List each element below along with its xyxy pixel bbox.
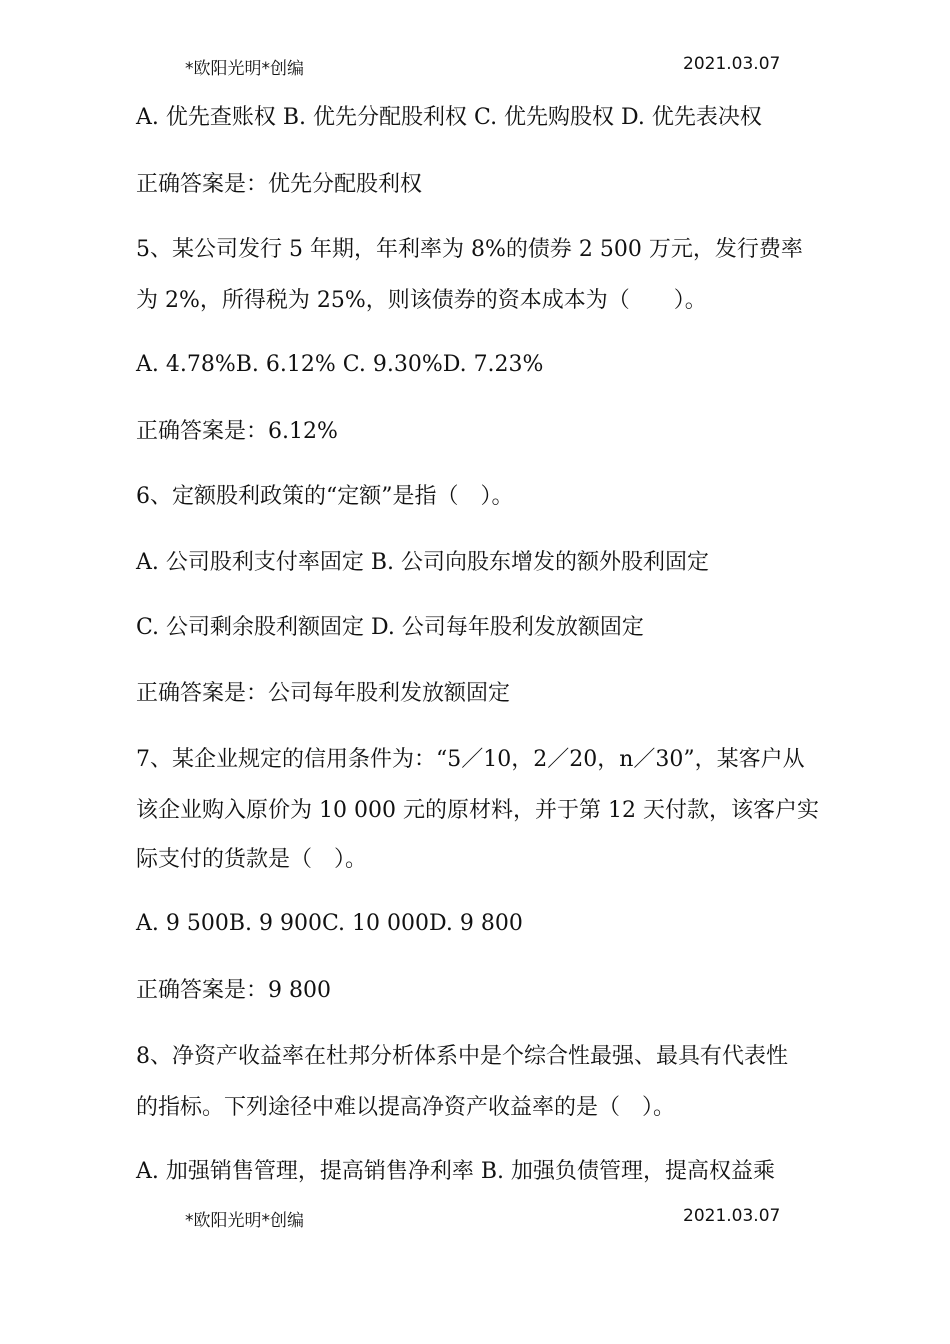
q4-options: A. 优先查账权 B. 优先分配股利权 C. 优先购股权 D. 优先表决权: [136, 105, 762, 130]
footer-date: 2021.03.07: [683, 1206, 781, 1226]
q7-options: A. 9 500B. 9 900C. 10 000D. 9 800: [136, 911, 523, 936]
q5-question-line-2: 为 2%，所得税为 25%，则该债券的资本成本为（ ）。: [136, 288, 707, 313]
q7-question-line-1: 7、某企业规定的信用条件为：“5／10，2／20，n／30”，某客户从: [136, 747, 805, 772]
footer-author: *欧阳光明*创编: [185, 1211, 304, 1231]
q7-question-line-3: 际支付的货款是（ ）。: [136, 847, 368, 872]
q5-options: A. 4.78%B. 6.12% C. 9.30%D. 7.23%: [136, 352, 544, 377]
header-date: 2021.03.07: [683, 54, 781, 74]
q8-question-line-2: 的指标。下列途径中难以提高净资产收益率的是（ ）。: [136, 1095, 676, 1120]
q5-question-line-1: 5、某公司发行 5 年期，年利率为 8%的债券 2 500 万元，发行费率: [136, 237, 803, 262]
q6-options-line-1: A. 公司股利支付率固定 B. 公司向股东增发的额外股利固定: [136, 550, 710, 575]
q4-answer: 正确答案是：优先分配股利权: [136, 172, 423, 197]
q6-answer: 正确答案是：公司每年股利发放额固定: [136, 681, 511, 706]
q5-answer: 正确答案是：6.12%: [136, 419, 338, 444]
header-author: *欧阳光明*创编: [185, 59, 304, 79]
q8-options-line-1: A. 加强销售管理，提高销售净利率 B. 加强负债管理，提高权益乘: [136, 1159, 776, 1184]
q8-question-line-1: 8、净资产收益率在杜邦分析体系中是个综合性最强、最具有代表性: [136, 1044, 788, 1069]
q7-question-line-2: 该企业购入原价为 10 000 元的原材料，并于第 12 天付款，该客户实: [136, 798, 819, 823]
q6-options-line-2: C. 公司剩余股利额固定 D. 公司每年股利发放额固定: [136, 615, 644, 640]
q6-question: 6、定额股利政策的“定额”是指（ ）。: [136, 484, 514, 509]
q7-answer: 正确答案是：9 800: [136, 978, 331, 1003]
